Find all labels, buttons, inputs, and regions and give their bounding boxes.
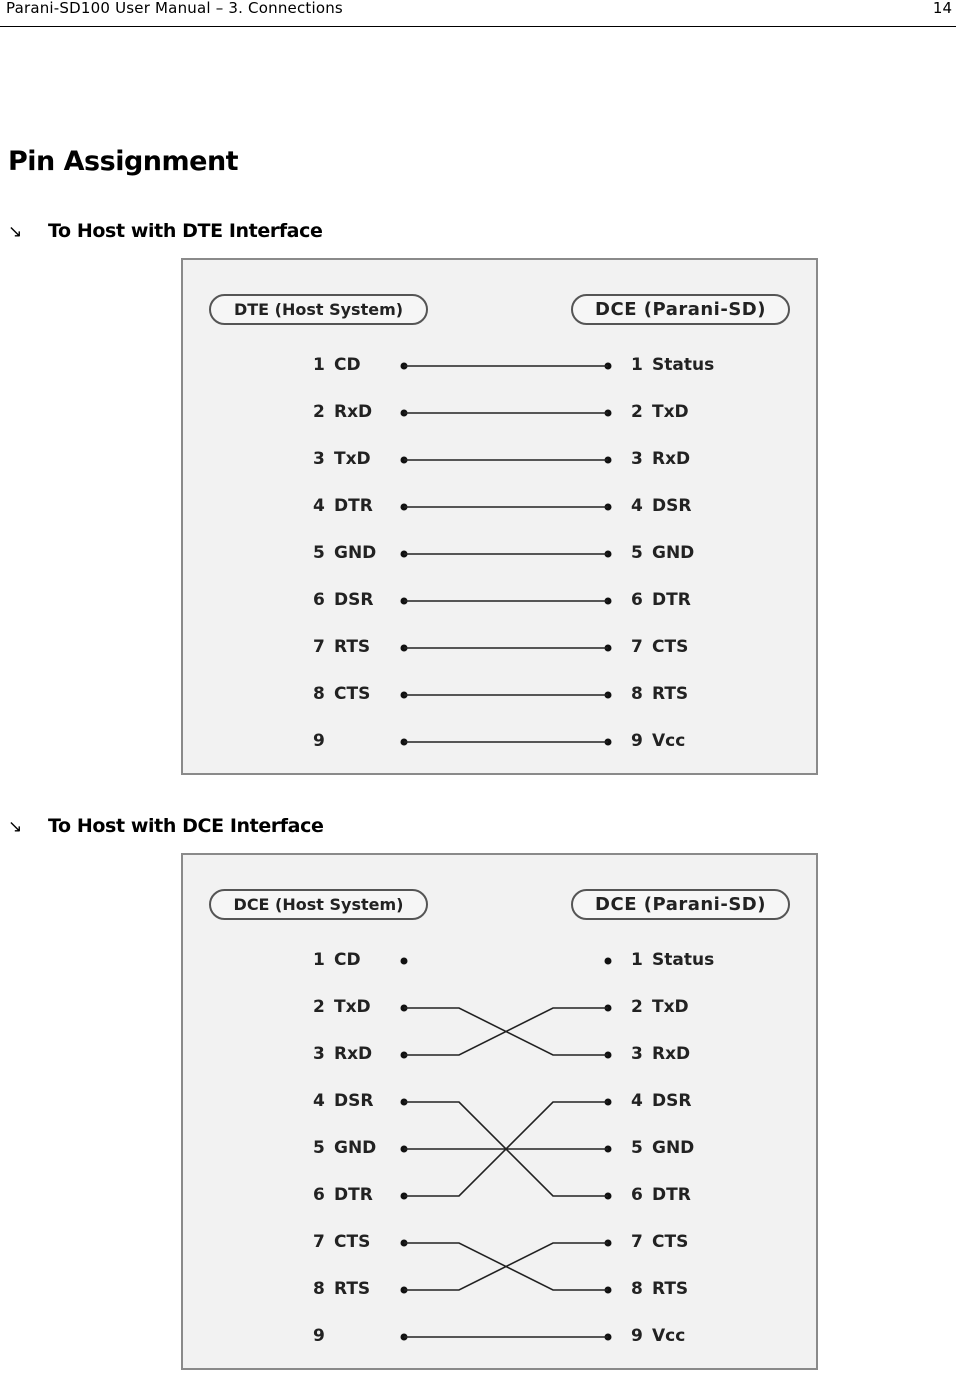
- right-pin-6: [631, 590, 691, 610]
- left-pin-5: [313, 543, 376, 563]
- pin-signal: Vcc: [652, 731, 686, 751]
- pin-number: 9: [313, 731, 325, 751]
- left-pin-3: [313, 449, 371, 469]
- diagram-dce: [181, 853, 818, 1370]
- pin-number: 5: [631, 1138, 643, 1158]
- pin-signal: GND: [652, 543, 695, 563]
- pin-signal: Status: [652, 950, 715, 970]
- wire-8-to-7: [404, 1243, 608, 1290]
- pin-number: 8: [631, 1279, 643, 1299]
- pin-signal: DTR: [652, 1185, 691, 1205]
- left-pin-5: [313, 1138, 376, 1158]
- left-pin-7: [313, 637, 370, 657]
- pin-number: 7: [631, 637, 643, 657]
- left-pin-2: [313, 997, 371, 1017]
- pin-signal: Status: [652, 355, 715, 375]
- right-pin-5: [631, 543, 694, 563]
- left-pin-7: [313, 1232, 370, 1252]
- pin-number: 4: [631, 496, 643, 516]
- pin-number: 6: [313, 1185, 325, 1205]
- left-pin-4: [313, 496, 373, 516]
- pin-signal: GND: [334, 543, 377, 563]
- dce-host-label: DCE (Host System): [209, 889, 428, 920]
- left-pin-3: [313, 1044, 372, 1064]
- right-pin-2: [631, 997, 689, 1017]
- pin-number: 3: [631, 1044, 643, 1064]
- pin-signal: TxD: [334, 449, 371, 469]
- pin-number: 5: [631, 543, 643, 563]
- pin-signal: Vcc: [652, 1326, 686, 1346]
- left-pin-9: [313, 1326, 334, 1346]
- right-pin-5: [631, 1138, 694, 1158]
- right-pin-2: [631, 402, 689, 422]
- pin-signal: RTS: [652, 684, 689, 704]
- pin-signal: RxD: [334, 1044, 373, 1064]
- pin-number: 9: [631, 731, 643, 751]
- pin-number: 1: [313, 355, 325, 375]
- bullet-arrow-icon: ↘: [8, 817, 22, 837]
- pin-signal: DSR: [334, 1091, 374, 1111]
- pin-number: 1: [631, 355, 643, 375]
- left-pin-9: [313, 731, 334, 751]
- right-pin-9: [631, 1326, 685, 1346]
- pin-signal: TxD: [652, 997, 689, 1017]
- pin-signal: RxD: [652, 1044, 691, 1064]
- subheading-dce-text: To Host with DCE Interface: [48, 815, 324, 837]
- wire-3-to-2: [404, 1008, 608, 1055]
- pin-signal: DTR: [334, 496, 373, 516]
- section-title: Pin Assignment: [8, 146, 239, 177]
- right-pin-dot-1: [605, 958, 612, 965]
- right-pin-3: [631, 449, 690, 469]
- right-pin-6: [631, 1185, 691, 1205]
- left-pin-8: [313, 1279, 370, 1299]
- left-pin-4: [313, 1091, 373, 1111]
- pin-number: 1: [313, 950, 325, 970]
- right-pin-8: [631, 684, 688, 704]
- left-pin-6: [313, 590, 373, 610]
- right-pin-1: [631, 950, 714, 970]
- pin-signal: GND: [334, 1138, 377, 1158]
- dte-host-label: DTE (Host System): [209, 294, 428, 325]
- pin-number: 9: [313, 1326, 325, 1346]
- left-pin-2: [313, 402, 372, 422]
- pin-signal: DTR: [334, 1185, 373, 1205]
- right-pin-3: [631, 1044, 690, 1064]
- left-pin-6: [313, 1185, 373, 1205]
- pin-number: 2: [631, 402, 643, 422]
- pin-signal: DSR: [652, 1091, 692, 1111]
- pin-number: 6: [631, 1185, 643, 1205]
- pin-signal: RxD: [334, 402, 373, 422]
- pin-signal: TxD: [334, 997, 371, 1017]
- header-title: Parani-SD100 User Manual – 3. Connections: [6, 0, 343, 17]
- dce-parani-label: DCE (Parani-SD): [571, 889, 790, 920]
- pin-signal: DTR: [652, 590, 691, 610]
- right-pin-7: [631, 637, 688, 657]
- pin-number: 6: [631, 590, 643, 610]
- left-pin-8: [313, 684, 370, 704]
- page-number: 14: [932, 0, 952, 17]
- pin-number: 8: [313, 1279, 325, 1299]
- pin-number: 8: [631, 684, 643, 704]
- dce-parani-label: DCE (Parani-SD): [571, 294, 790, 325]
- pin-number: 6: [313, 590, 325, 610]
- subheading-dte: [8, 220, 322, 242]
- pin-number: 2: [313, 997, 325, 1017]
- pin-signal: CTS: [334, 1232, 371, 1252]
- pin-number: 4: [313, 1091, 325, 1111]
- right-pin-4: [631, 496, 691, 516]
- right-pin-1: [631, 355, 714, 375]
- pin-number: 1: [631, 950, 643, 970]
- pin-signal: RTS: [652, 1279, 689, 1299]
- pin-number: 4: [631, 1091, 643, 1111]
- right-pin-4: [631, 1091, 691, 1111]
- pin-signal: CD: [334, 950, 361, 970]
- pin-number: 4: [313, 496, 325, 516]
- pin-number: 7: [631, 1232, 643, 1252]
- left-pin-1: [313, 355, 361, 375]
- pin-signal: CTS: [652, 637, 689, 657]
- page-header: [0, 0, 956, 27]
- pin-number: 7: [313, 637, 325, 657]
- pin-number: 5: [313, 1138, 325, 1158]
- pin-signal: GND: [652, 1138, 695, 1158]
- pin-signal: DSR: [334, 590, 374, 610]
- wiring-svg: [183, 260, 816, 773]
- right-pin-7: [631, 1232, 688, 1252]
- pin-signal: RxD: [652, 449, 691, 469]
- pin-number: 7: [313, 1232, 325, 1252]
- pin-signal: CD: [334, 355, 361, 375]
- subheading-dce: [8, 815, 323, 837]
- pin-number: 8: [313, 684, 325, 704]
- pin-signal: DSR: [652, 496, 692, 516]
- pin-number: 2: [313, 402, 325, 422]
- bullet-arrow-icon: ↘: [8, 222, 22, 242]
- diagram-dte: [181, 258, 818, 775]
- pin-signal: CTS: [334, 684, 371, 704]
- pin-number: 3: [313, 449, 325, 469]
- wiring-svg: [183, 855, 816, 1368]
- left-pin-1: [313, 950, 361, 970]
- pin-number: 3: [313, 1044, 325, 1064]
- pin-number: 9: [631, 1326, 643, 1346]
- pin-number: 5: [313, 543, 325, 563]
- right-pin-8: [631, 1279, 688, 1299]
- pin-signal: RTS: [334, 1279, 371, 1299]
- pin-signal: RTS: [334, 637, 371, 657]
- pin-number: 2: [631, 997, 643, 1017]
- pin-signal: TxD: [652, 402, 689, 422]
- pin-number: 3: [631, 449, 643, 469]
- subheading-dte-text: To Host with DTE Interface: [48, 220, 323, 242]
- left-pin-dot-1: [401, 958, 408, 965]
- right-pin-9: [631, 731, 685, 751]
- pin-signal: CTS: [652, 1232, 689, 1252]
